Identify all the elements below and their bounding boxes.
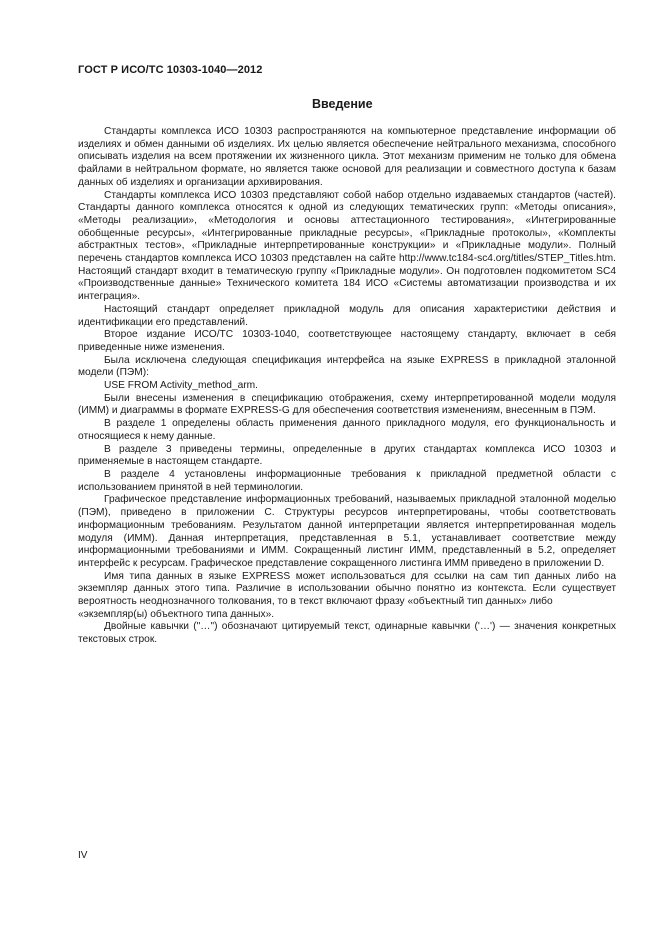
paragraph: Была исключена следующая спецификация интерфейса на языке EXPRESS в прикладной эталонной модели (ПЭМ): xyxy=(78,354,616,379)
paragraph: Графическое представление информационных требований, называемых прикладной эталонной моделью (ПЭМ), приведено в приложении С. Структуры ресурсов интерпретированы, чтобы соответствовать информационным требованиям. Результатом данной интерпретации является интерпретированная модель модуля (ИММ). Данная интерпретация, представленная в 5.1, устанавливает соответствие между информационными требованиями и ИММ. Сокращенный листинг ИММ, представленный в 5.2, определяет интерфейс к ресурсам. Графическое представление сокращенного листинга ИММ приведено в приложении D. xyxy=(78,494,616,569)
paragraph: Имя типа данных в языке EXPRESS может использоваться для ссылки на сам тип данных либо на экземпляр данных этого типа. Различие в использовании обычно понятно из контекста. Если существует вероятность неоднозначного толкования, то в текст включают фразу «объектный тип данных» либо xyxy=(78,570,616,608)
paragraph: Были внесены изменения в спецификацию отображения, схему интерпретированной модели модуля (ИММ) и диаграммы в формате EXPRESS-G для обеспечения соответствия изменениям, внесенным в ПЭМ. xyxy=(78,392,616,417)
page-number: IV xyxy=(78,850,88,861)
paragraph: Стандарты комплекса ИСО 10303 распространяются на компьютерное представление информации об изделиях и обмен данными об изделиях. Их целью является обеспечение нейтрального механизма, способного описывать изделия на всем протяжении их жизненного цикла. Этот механизм применим не только для обмена файлами в нейтральном формате, но является также основой для реализации и совместного доступа к базам данных об изделиях и организации архивирования. xyxy=(78,126,616,188)
document-body xyxy=(78,126,616,647)
paragraph: Настоящий стандарт определяет прикладной модуль для описания характеристики действия и идентификации его представлений. xyxy=(78,303,616,328)
paragraph-continuation: «экземпляр(ы) объектного типа данных». xyxy=(78,608,275,620)
paragraph: Второе издание ИСО/ТС 10303-1040, соответствующее настоящему стандарту, включает в себя приведенные ниже изменения. xyxy=(78,329,616,353)
paragraph: В разделе 3 приведены термины, определенные в других стандартах комплекса ИСО 10303 и применяемые в настоящем стандарте. xyxy=(78,443,616,468)
code-line: USE FROM Activity_method_arm. xyxy=(104,380,258,392)
document-header: ГОСТ Р ИСО/ТС 10303-1040—2012 xyxy=(78,64,263,76)
paragraph: Двойные кавычки ("…") обозначают цитируемый текст, одинарные кавычки ('…') — значения конкретных текстовых строк. xyxy=(78,621,616,646)
paragraph: В разделе 4 установлены информационные требования к прикладной предметной области с использованием принятой в ней терминологии. xyxy=(78,468,616,493)
paragraph: В разделе 1 определены область применения данного прикладного модуля, его функциональность и относящиеся к нему данные. xyxy=(78,418,616,442)
section-title: Введение xyxy=(312,97,373,111)
paragraph: Стандарты комплекса ИСО 10303 представляют собой набор отдельно издаваемых стандартов (частей). Стандарты данного комплекса относятся к одной из следующих тематических групп: «Методы описания», «Методы реализации», «Методология и основы аттестационного тестирования», «Интегрированные обобщенные ресурсы», «Интегрированные прикладные ресурсы», «Прикладные протоколы», «Комплекты абстрактных тестов», «Прикладные интерпретированные конструкции» и «Прикладные модули». Полный перечень стандартов комплекса ИСО 10303 представлен на сайте http://www.tc184-sc4.org/titles/STEP_Titles.htm. Настоящий стандарт входит в тематическую группу «Прикладные модули». Он подготовлен подкомитетом SC4 «Производственные данные» Технического комитета 184 ИСО «Системы автоматизации производства и их интеграция». xyxy=(78,189,616,303)
